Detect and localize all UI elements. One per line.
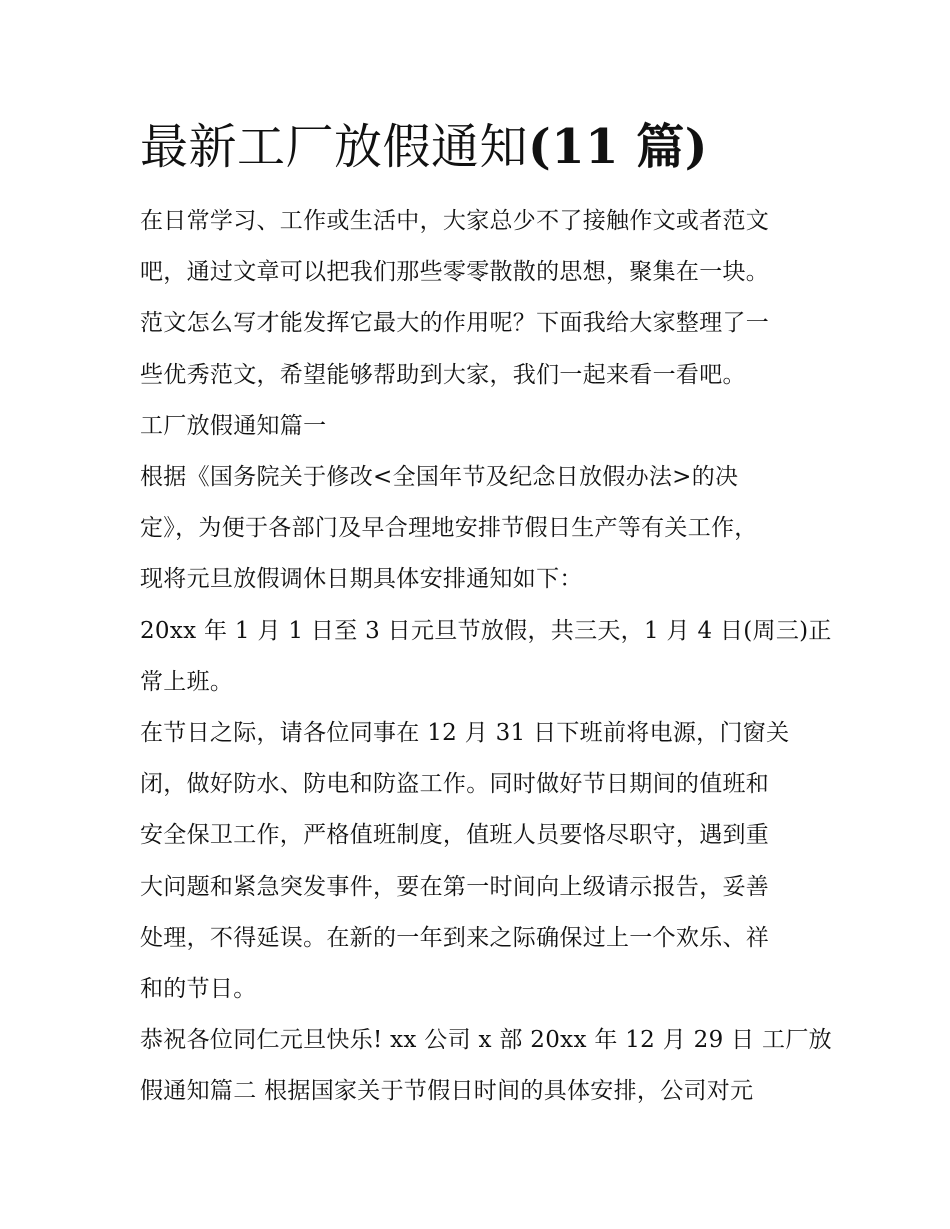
notice-line-1: 根据《国务院关于修改<全国年节及纪念日放假办法>的决 (140, 464, 739, 491)
instruction-line-6: 和的节日。 (140, 976, 257, 1003)
closing-line-2: 假通知篇二 根据国家关于节假日时间的具体安排，公司对元 (140, 1078, 754, 1105)
notice-line-3: 现将元旦放假调休日期具体安排通知如下： (140, 566, 583, 593)
holiday-line-2: 常上班。 (140, 668, 234, 695)
holiday-line-1: 20xx 年 1 月 1 日至 3 日元旦节放假，共三天，1 月 4 日(周三)正 (140, 617, 832, 644)
notice-line-2: 定》，为便于各部门及早合理地安排节假日生产等有关工作， (140, 515, 758, 542)
intro-line-4: 些优秀范文，希望能够帮助到大家，我们一起来看一看吧。 (140, 361, 746, 388)
intro-line-3: 范文怎么写才能发挥它最大的作用呢？下面我给大家整理了一 (140, 310, 770, 337)
instruction-line-2: 闭，做好防水、防电和防盗工作。同时做好节日期间的值班和 (140, 771, 770, 798)
intro-line-2: 吧，通过文章可以把我们那些零零散散的思想，聚集在一块。 (140, 259, 770, 286)
section-heading-1: 工厂放假通知篇一 (140, 412, 327, 439)
title-count: (11 篇) (528, 119, 708, 175)
title-text: 最新工厂放假通知 (140, 119, 529, 175)
document-body (140, 112, 832, 1118)
instruction-line-5: 处理，不得延误。在新的一年到来之际确保过上一个欢乐、祥 (140, 924, 770, 951)
instruction-line-3: 安全保卫工作，严格值班制度，值班人员要恪尽职守，遇到重 (140, 822, 770, 849)
page-title (140, 112, 820, 182)
instruction-line-1: 在节日之际，请各位同事在 12 月 31 日下班前将电源，门窗关 (140, 720, 790, 747)
closing-line-1: 恭祝各位同仁元旦快乐! xx 公司 x 部 20xx 年 12 月 29 日 工厂放 (140, 1027, 832, 1054)
intro-line-1: 在日常学习、工作或生活中，大家总少不了接触作文或者范文 (140, 208, 770, 234)
instruction-line-4: 大问题和紧急突发事件，要在第一时间向上级请示报告，妥善 (140, 873, 770, 900)
